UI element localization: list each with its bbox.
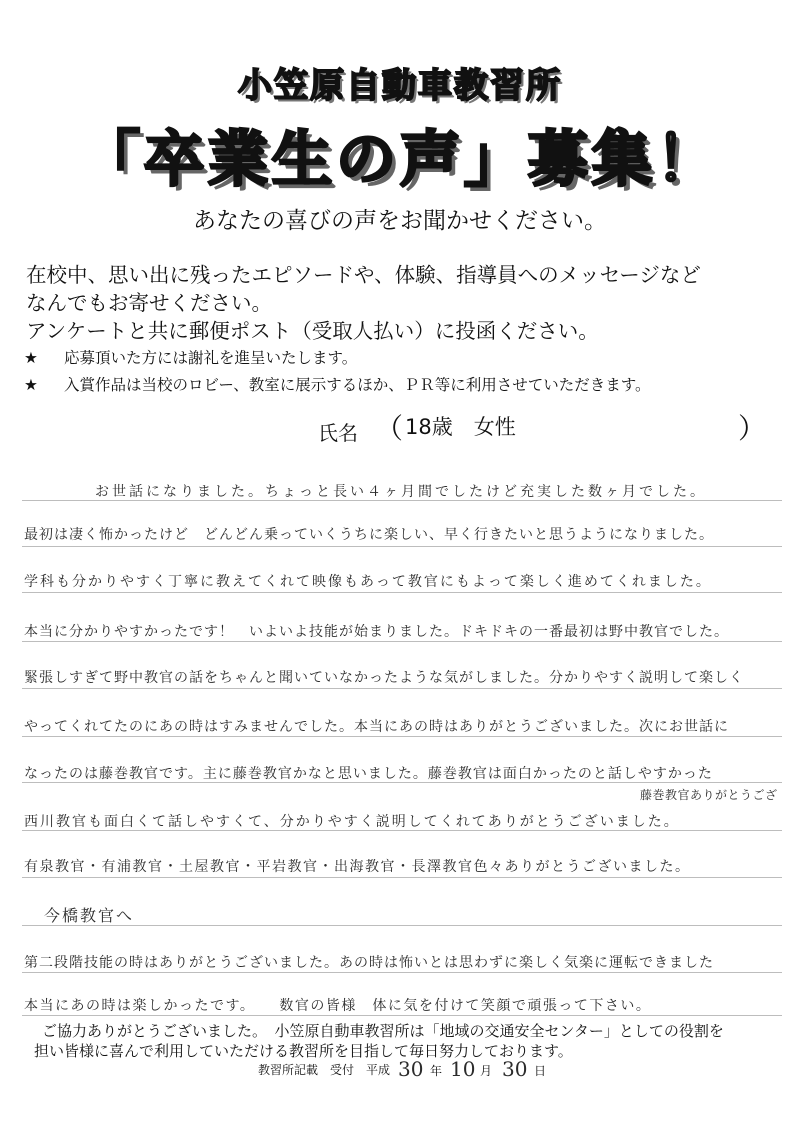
receipt-day-unit: 日 [534,1064,547,1078]
message-line: お世話になりました。ちょっと長い４ヶ月間でしたけど充実した数ヶ月でした。 [95,484,707,500]
subtitle: あなたの喜びの声をお聞かせください。 [193,208,607,234]
name-paren-open: （ [375,412,404,445]
footer-line: 担い皆様に喜んで利用していただける教習所を目指して毎日努力しております。 [34,1042,573,1060]
note-item [24,373,651,395]
message-line: 有泉教官・有浦教官・土屋教官・平岩教官・出海教官・長澤教官色々ありがとうございました。 [24,859,691,875]
ruled-line [22,925,782,926]
headline: 「卒業生の声」募集！ [80,125,720,195]
receipt-month: 10 [450,1057,476,1081]
ruled-line [22,877,782,878]
note-text: 入賞作品は当校のロビー、教室に展示するほか、ＰＲ等に利用させていただきます。 [64,376,651,394]
message-line: やってくれてたのにあの時はすみませんでした。本当にあの時はありがとうございました。次にお世話に [24,719,729,735]
message-line: 最初は凄く怖かったけど どんどん乗っていくうちに楽しい、早く行きたいと思うようになりました。 [24,527,714,543]
school-name: 小笠原自動車教習所 [238,66,562,106]
message-line: 今橋教官へ [44,906,135,925]
receipt-year-unit: 年 [430,1064,443,1078]
ruled-line [22,972,782,973]
message-line: 本当に分かりやすかったです！ いよいよ技能が始まりました。ドキドキの一番最初は野中教官でした。 [24,624,729,640]
ruled-line [22,1015,782,1016]
footer-line: ご協力ありがとうございました。 小笠原自動車教習所は「地域の交通安全センター」としての役割を [42,1022,724,1040]
ruled-line [22,736,782,737]
star-icon: ★ [24,349,38,367]
intro-line: アンケートと共に郵便ポスト（受取人払い）に投函ください。 [26,319,599,343]
message-line: 本当にあの時は楽しかったです。 数官の皆様 体に気を付けて笑顔で頑張って下さい。 [24,998,652,1014]
name-value: 18歳 女性 [405,415,516,439]
intro-line: なんでもお寄せください。 [26,291,272,315]
note-item [24,346,357,368]
ruled-line [22,592,782,593]
message-line: 西川教官も面白くて話しやすくて、分かりやすく説明してくれてありがとうございました。 [24,814,680,830]
message-line: 学科も分かりやすく丁寧に教えてくれて映像もあって教官にもよって楽しく進めてくれました。 [24,574,712,590]
intro-line: 在校中、思い出に残ったエピソードや、体験、指導員へのメッセージなど [26,263,701,287]
name-paren-close: ） [738,412,767,445]
note-text: 応募頂いた方には謝礼を進呈いたします。 [64,349,358,367]
ruled-line [22,641,782,642]
name-label: 氏名 [318,421,358,445]
ruled-line [22,688,782,689]
message-line: 緊張しすぎて野中教官の話をちゃんと聞いていなかったような気がしました。分かりやすく説明して楽しく [24,670,744,686]
receipt-year: 30 [398,1057,424,1081]
message-line: なったのは藤巻教官です。主に藤巻教官かなと思いました。藤巻教官は面白かったのと話しやすかった [24,766,713,782]
receipt-month-unit: 月 [480,1064,493,1078]
message-line: 第二段階技能の時はありがとうございました。あの時は怖いとは思わずに楽しく気楽に運転できました [24,955,714,971]
receipt-label: 教習所記載 受付 平成 [258,1063,391,1077]
margin-note: 藤巻教官ありがとうござ [640,788,778,802]
star-icon: ★ [24,376,38,394]
ruled-line [22,546,782,547]
receipt-day: 30 [502,1057,528,1081]
